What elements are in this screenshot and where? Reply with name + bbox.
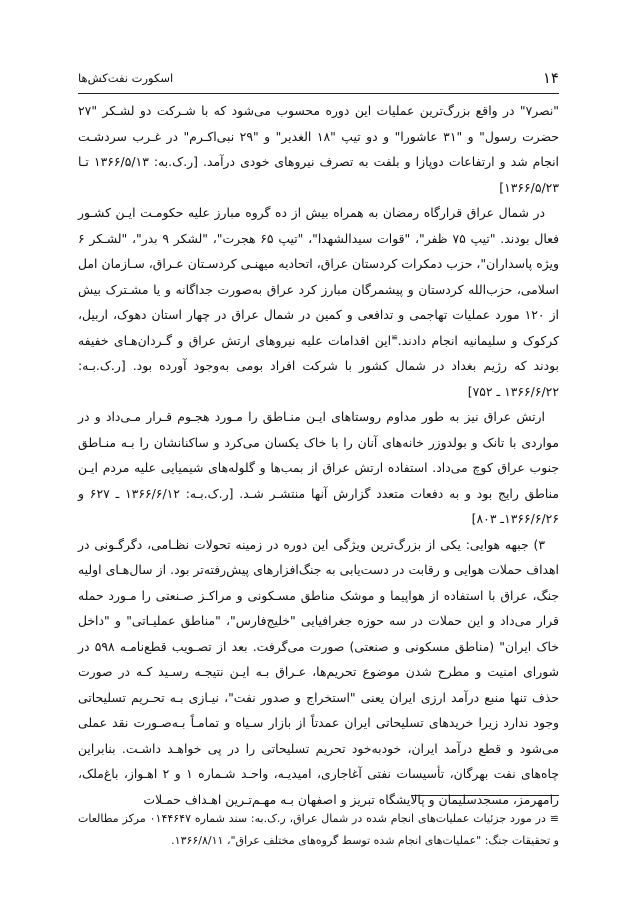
- running-title: اسکورت نفت‌کش‌ها: [78, 71, 174, 85]
- header-rule: [78, 93, 559, 94]
- page-header: [78, 68, 559, 90]
- footnote-marker: ≅: [391, 332, 398, 342]
- paragraph-4: ۳) جبهه هوایی: یکی از بزرگ‌ترین ویژگی این دوره در زمینه تحولات نظـامی، دگرگـونی در اهداف حملات هوایی و رقابت در دست‌یابی به جنگ‌افزارهای پیش‌رفته‌تر بود. از سال‌هـای اولیه جنگ، عراق با استفاده از هواپیما و موشک مناطق مسـکونی و مراکـز صـنعتی را مـورد حمله قرار می‌داد و این حملات در سه حوزه جغرافیایی "خلیج‌فارس"، "مناطق عملیـاتی" و "داخل خاک ایران" (مناطق مسکونی و صنعتی) صورت می‌گرفت. بعد از تصـویب قطع‌نامـه ۵۹۸ در شورای امنیت و مطرح شدن موضوع تحریم‌ها، عـراق بـه ایـن نتیجـه رسـید کـه در صورت حذف تنها منبع درآمد ارزی ایران یعنی "استخراج و صدور نفت"، نیـازی بـه تحـریم تسلیحاتی وجود ندارد زیرا خریدهای تسلیحاتی ایران عمدتاً از بازار سـیاه و تمامـاً بـه‌صـورت نقد عملی می‌شود و قطع درآمد ایران، خودبه‌خود تحریم تسلیحاتی را در پی خواهـد داشـت. بنابراین چاه‌های نفت بهرگان، تأسیسات نفتی آغاجاری، امیدیـه، واحـد شـماره ۱ و ۲ اهـواز، باغ‌ملک، رامهرمز، مسجدسلیمان و پالایشگاه تبریز و اصفهان بـه مهـم‌تـرین اهـداف حمـلات: [78, 536, 559, 807]
- footnote-marker-ref: ≅: [549, 812, 559, 825]
- page-number: ۱۴: [542, 69, 559, 87]
- footnote-text: در مورد جزئیات عملیات‌های انجام شده در شمال عراق، ر.ک.به: سند شماره ۰۱۴۴۶۴۷ مرکز مطالعات و تحقیقات جنگ: "عملیات‌های انجام شده توسط گروه‌های مختلف عراق"، ۱۳۶۶/۸/۱۱.: [78, 812, 559, 847]
- paragraph-1: "نصر۷" در واقع بزرگ‌ترین عملیات این دوره محسوب می‌شود که با شـرکت دو لشـکر "۲۷ حضرت رسول" و "۳۱ عاشورا" و دو تیپ "۱۸ الغدیر" و "۲۹ نبی‌اکـرم" در غـرب سردشـت انجام شد و ارتفاعات دوپازا و بلفت به تصرف نیروهای خودی درآمد. [ر.ک.به: ۱۳۶۶/۵/۱۳ تـا ۱۳۶۶/۵/۲۳]: [78, 103, 559, 195]
- footnote: [78, 808, 559, 852]
- paragraph-2: [78, 200, 559, 404]
- footnote-rule: [411, 795, 559, 796]
- paragraph-2-text: در شمال عراق قرارگاه رمضان به همراه بیش از ده گروه مبارز علیه حکومـت ایـن کشـور فعال بودند. "تیپ ۷۵ ظفر"، "قوات سیدالشهدا"، "تیپ ۶۵ هجرت"، "لشکر ۹ بدر"، "لشـکر ۶ ویژه پاسداران"، حزب دمکرات کردستان عراق، اتحادیه میهنـی کردسـتان عـراق، سـازمان امل اسلامی، حزب‌الله کردستان و پیشمرگان مبارز کرد عراق به‌صورت جداگانه و یا مشـترک بیش از ۱۲۰ مورد عملیات تهاجمی و تدافعی و کمین در شمال عراق در چهار استان دهوک، اربیل، کرکوک و سلیمانیه انجام دادند.: [78, 205, 560, 348]
- body-text: [78, 98, 559, 812]
- paragraph-2-continuation: این اقدامات علیه نیروهای ارتش عراق و گـردان‌هـای خفیفه بودند که رژیم بغداد در شمال کشور با شرکت افراد بومی به‌وجود آورده بود. [ر.ک.بـه: ۱۳۶۶/۶/۲۲ ـ ۷۵۲]: [78, 332, 559, 399]
- paragraph-3: ارتش عراق نیز به طور مداوم روستاهای ایـن منـاطق را مـورد هجـوم قـرار مـی‌داد و در مواردی با تانک و بولدوزر خانه‌های آنان را با خاک یکسان می‌کرد و ساکنانشان را بـه منـاطق جنوب عراق کوچ می‌داد. استفاده ارتش عراق از بمب‌ها و گلوله‌های شیمیایی علیه مردم ایـن مناطق رایج بود و به دفعات متعدد گزارش آنها منتشـر شـد. [ر.ک.بـه: ۱۳۶۶/۶/۱۲ ـ ۶۲۷ و ۱۳۶۶/۶/۲۶ـ ۸۰۳]: [78, 409, 559, 526]
